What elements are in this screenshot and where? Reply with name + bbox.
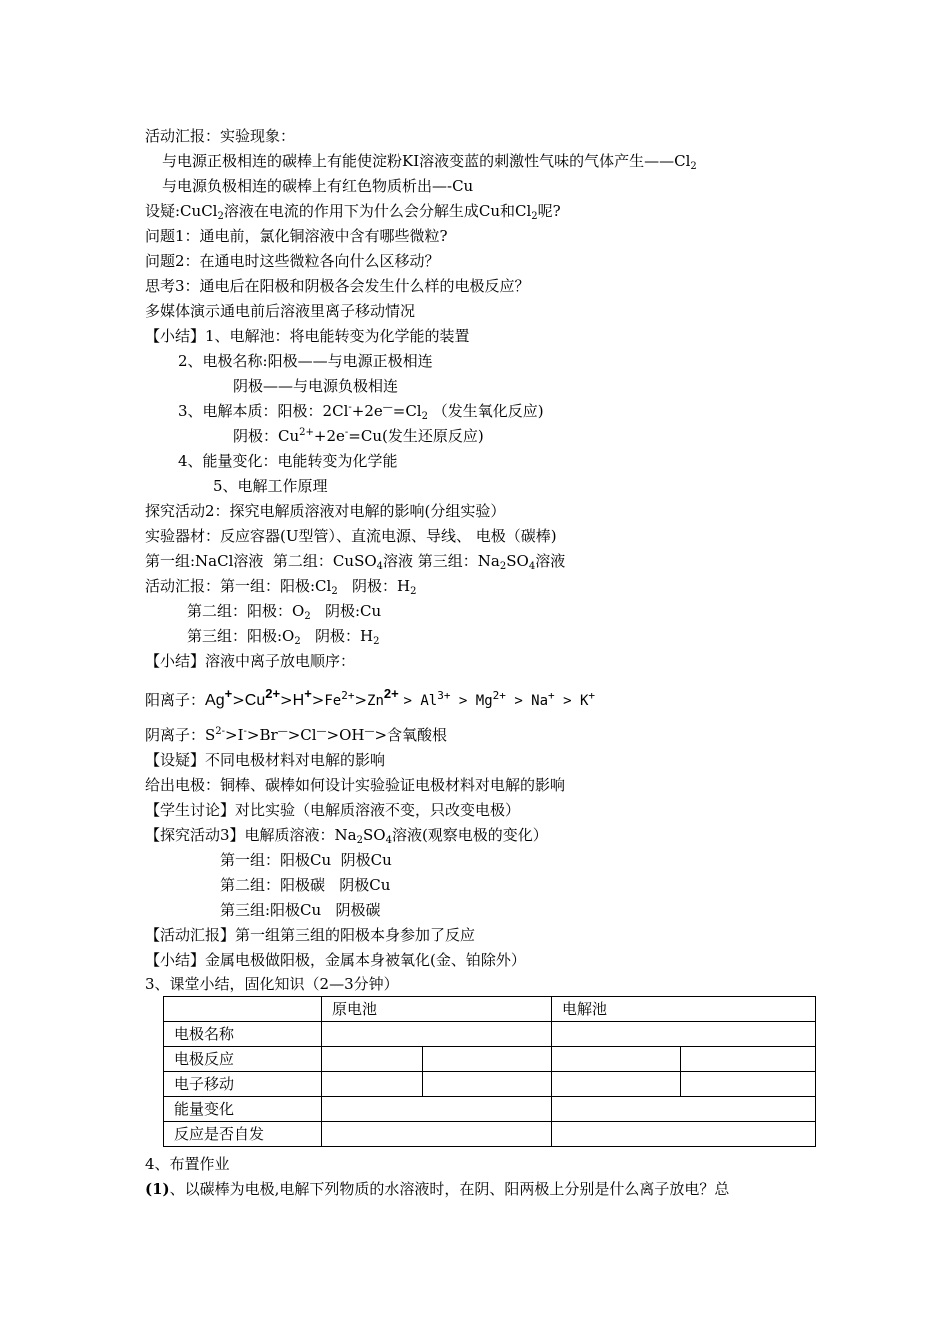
- table-cell: [322, 1072, 423, 1097]
- table-cell: [423, 1047, 552, 1072]
- line-cation-order: 阳离子：$Ag^+>Cu^{2+}>H^+>Fe^{2+}>Zn^{2+} > Al^{3+} > Mg^{2+} > Na^+ > K^+$: [145, 686, 596, 709]
- line-energy-change: 4、能量变化：电能转变为化学能: [178, 452, 398, 470]
- table-row-label: 电极名称: [164, 1022, 322, 1047]
- line-groups: 第一组:NaCl溶液 第二组：CuSO$_4$溶液 第三组：$Na_2SO_4$溶液: [145, 552, 566, 572]
- line-report-group-2: 第二组：阳极：$O_2$ 阴极:Cu: [187, 602, 382, 622]
- line-multimedia: 多媒体演示通电前后溶液里离子移动情况: [145, 302, 416, 320]
- table-header-electrolytic: 电解池: [552, 997, 816, 1022]
- table-cell: [552, 1122, 816, 1147]
- table-cell: [322, 1022, 552, 1047]
- table-cell: [552, 1022, 816, 1047]
- line-anode-observation: 与电源正极相连的碳棒上有能使淀粉KI溶液变蓝的刺激性气味的气体产生$——Cl_2$: [162, 152, 697, 172]
- table-cell: [552, 1097, 816, 1122]
- line-activity-2: 探究活动2：探究电解质溶液对电解的影响(分组实验）: [145, 502, 506, 520]
- line-cathode-name: 阴极——与电源负极相连: [233, 377, 399, 395]
- line-activity-report: 活动汇报：实验现象：: [145, 127, 296, 145]
- table-row: [164, 1097, 816, 1122]
- line-student-discussion: 【学生讨论】对比实验（电解质溶液不变，只改变电极）: [145, 801, 521, 819]
- line-electrolysis-essence: 3、电解本质：阳极：$2Cl^-+2e^—=Cl_2$ （发生氧化反应): [178, 402, 544, 422]
- table-cell: [322, 1047, 423, 1072]
- table-row: [164, 1072, 816, 1097]
- line-a3-group-1: 第一组：阳极Cu 阴极Cu: [220, 851, 392, 869]
- table-header-row: [164, 997, 816, 1022]
- line-electrode-names: 2、电极名称:阳极——与电源正极相连: [178, 352, 433, 370]
- line-homework-1: (1)、以碳棒为电极,电解下列物质的水溶液时，在阴、阳两极上分别是什么离子放电？总: [145, 1180, 730, 1198]
- line-given-electrodes: 给出电极：铜棒、碳棒如何设计实验验证电极材料对电解的影响: [145, 776, 566, 794]
- table-cell: [552, 1047, 681, 1072]
- line-question-2: 问题2：在通电时这些微粒各向什么区移动？: [145, 252, 440, 270]
- line-a3-group-3: 第三组:阳极Cu 阴极碳: [220, 901, 381, 919]
- line-discharge-order: 【小结】溶液中离子放电顺序：: [145, 652, 356, 670]
- table-row-label: 电子移动: [164, 1072, 322, 1097]
- table-cell: [423, 1072, 552, 1097]
- line-think-3: 思考3：通电后在阳极和阴极各会发生什么样的电极反应？: [145, 277, 530, 295]
- line-question-1: 问题1：通电前，氯化铜溶液中含有哪些微粒?: [145, 227, 448, 245]
- table-cell: [322, 1122, 552, 1147]
- line-activity-report-2: 【活动汇报】第一组第三组的阳极本身参加了反应: [145, 926, 476, 944]
- table-row-label: 电极反应: [164, 1047, 322, 1072]
- line-cathode-reaction: 阴极：$Cu^{2+}+2e^-=Cu$(发生还原反应): [233, 427, 484, 445]
- comparison-table: [163, 996, 816, 1147]
- table-row: [164, 1022, 816, 1047]
- table-row-label: 反应是否自发: [164, 1122, 322, 1147]
- table-cell: [322, 1097, 552, 1122]
- line-summary-1: 【小结】1、电解池：将电能转变为化学能的装置: [145, 327, 470, 345]
- line-working-principle: 5、电解工作原理: [213, 477, 328, 495]
- table-row: [164, 1122, 816, 1147]
- line-report-group-3: 第三组：阳极$:O_2$ 阴极：$H_2$: [187, 627, 380, 647]
- line-a3-group-2: 第二组：阳极碳 阴极Cu: [220, 876, 391, 894]
- line-question-cucl2: 设疑:CuCl$_2$溶液在电流的作用下为什么会分解生成Cu和$Cl_2$呢?: [145, 202, 561, 222]
- table-header-blank: [164, 997, 322, 1022]
- line-homework: 4、布置作业: [145, 1155, 230, 1173]
- line-electrode-material: 【设疑】不同电极材料对电解的影响: [145, 751, 386, 769]
- table-cell: [681, 1047, 816, 1072]
- line-class-summary: 3、课堂小结，固化知识（2—3分钟）: [145, 975, 399, 993]
- table-cell: [552, 1072, 681, 1097]
- table-row-label: 能量变化: [164, 1097, 322, 1122]
- table-cell: [681, 1072, 816, 1097]
- table-header-galvanic: 原电池: [322, 997, 552, 1022]
- line-equipment: 实验器材：反应容器(U型管）、直流电源、导线、 电极（碳棒): [145, 527, 557, 545]
- line-activity-3: 【探究活动3】电解质溶液：$Na_2SO_4$溶液(观察电极的变化）: [145, 826, 548, 846]
- line-anion-order: 阴离子：$S^{2-}>I^->Br^—>Cl^—>OH^—>$含氧酸根: [145, 726, 448, 744]
- table-row: [164, 1047, 816, 1072]
- line-cathode-observation: 与电源负极相连的碳棒上有红色物质析出—-Cu: [162, 177, 474, 195]
- line-report-group-1: 活动汇报：第一组：阳极$:Cl_2$ 阴极：$H_2$: [145, 577, 417, 597]
- line-metal-anode: 【小结】金属电极做阳极，金属本身被氧化(金、铂除外）: [145, 951, 526, 969]
